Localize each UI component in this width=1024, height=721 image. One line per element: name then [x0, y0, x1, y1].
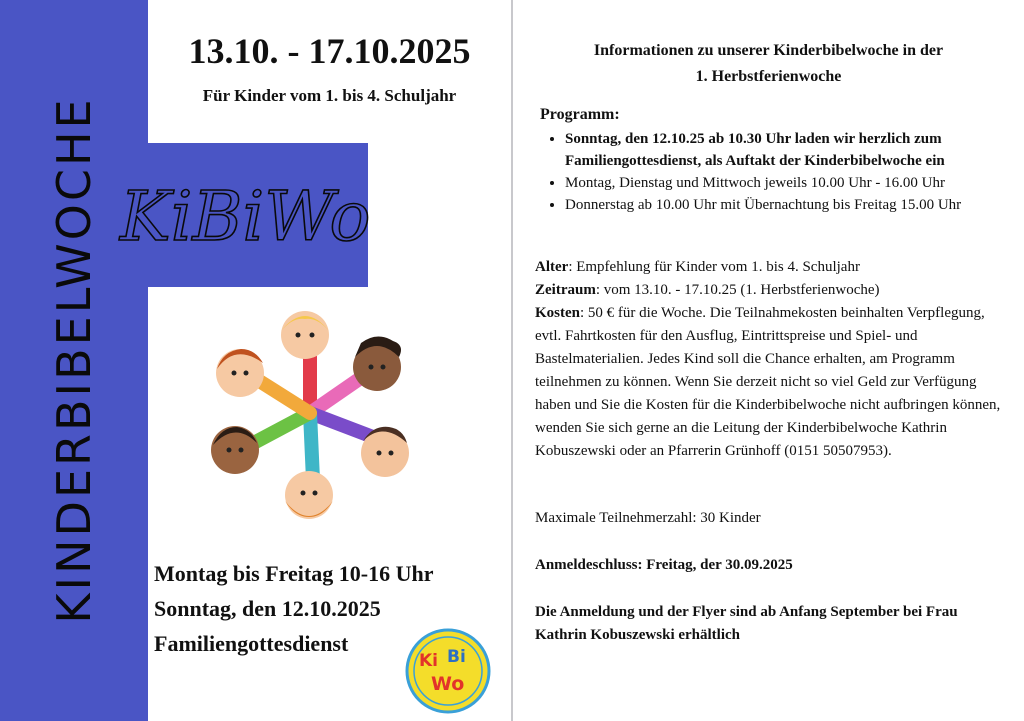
kibiwo-script-logo	[112, 160, 372, 270]
vertical-title: KINDERBIBELWOCHE	[47, 96, 101, 624]
age-note: Für Kinder vom 1. bis 4. Schuljahr	[202, 86, 457, 105]
detail-alter-label: Alter	[535, 259, 569, 275]
date-range: 13.10. - 17.10.2025	[188, 31, 471, 71]
detail-zeitraum-text: : vom 13.10. - 17.10.25 (1. Herbstferienwoche)	[595, 282, 880, 298]
logo-script-text: KiBiWo	[120, 178, 371, 257]
detail-kosten-label: Kosten	[535, 305, 580, 321]
info-heading-line2: 1. Herbstferienwoche	[695, 68, 842, 85]
kibiwo-badge-logo	[405, 628, 491, 714]
badge-letters-ki: Ki	[419, 651, 439, 671]
program-item-sunday: • Sonntag, den 12.10.25 ab 10.30 Uhr laden wir herzlich zum Familiengottesdienst, als Auftakt der Kinderbibelwoche ein	[565, 128, 1024, 172]
registration-deadline: Anmeldeschluss: Freitag, der 30.09.2025	[535, 557, 793, 573]
badge-letters-bi: Bi	[447, 647, 466, 667]
details-block	[535, 256, 1010, 463]
schedule-line-sunday: Sonntag, den 12.10.2025	[154, 596, 381, 621]
badge-letters-wo: Wo	[431, 673, 465, 695]
max-participants: Maximale Teilnehmerzahl: 30 Kinder	[535, 510, 761, 526]
program-label: Programm:	[540, 106, 620, 123]
program-item-thursday: • Donnerstag ab 10.00 Uhr mit Übernachtung bis Freitag 15.00 Uhr	[565, 194, 1024, 216]
children-circle-illustration	[205, 305, 415, 520]
program-list	[535, 128, 1024, 216]
detail-alter-text: : Empfehlung für Kinder vom 1. bis 4. Schuljahr	[568, 259, 860, 275]
flyer-front-panel	[0, 0, 511, 721]
detail-kosten-text: : 50 € für die Woche. Die Teilnahmekosten beinhalten Verpflegung, evtl. Fahrtkosten für den Ausflug, Eintrittspreise und Spiel- und Bastelmaterialien. Jedes Kind soll die Chance erhalten, am Programm teilnehmen zu können. Wenn Sie derzeit nicht so viel Geld zur Verfügung haben und Sie die Kosten für die Kinderbibelwoche nicht aufbringen können, wenden Sie sich gerne an die Leitung der Kinderbibelwoche Kathrin Kobuszewski oder an Pfarrerin Grünhoff (0151 50507953).	[535, 305, 1001, 459]
program-item-mon-wed: • Montag, Dienstag und Mittwoch jeweils 10.00 Uhr - 16.00 Uhr	[565, 172, 1024, 194]
schedule-block	[154, 556, 433, 661]
detail-zeitraum	[535, 279, 1010, 302]
flyer-info-panel	[513, 0, 1024, 721]
info-heading-line1: Informationen zu unserer Kinderbibelwoche in der	[593, 42, 944, 59]
registration-availability: Die Anmeldung und der Flyer sind ab Anfang September bei Frau Kathrin Kobuszewski erhältlich	[535, 604, 958, 643]
detail-zeitraum-label: Zeitraum	[535, 282, 596, 298]
detail-alter	[535, 256, 1010, 279]
schedule-line-weekdays: Montag bis Freitag 10-16 Uhr	[154, 561, 434, 586]
info-heading	[513, 38, 1024, 90]
detail-kosten	[535, 302, 1010, 463]
schedule-line-service: Familiengottesdienst	[154, 631, 349, 656]
